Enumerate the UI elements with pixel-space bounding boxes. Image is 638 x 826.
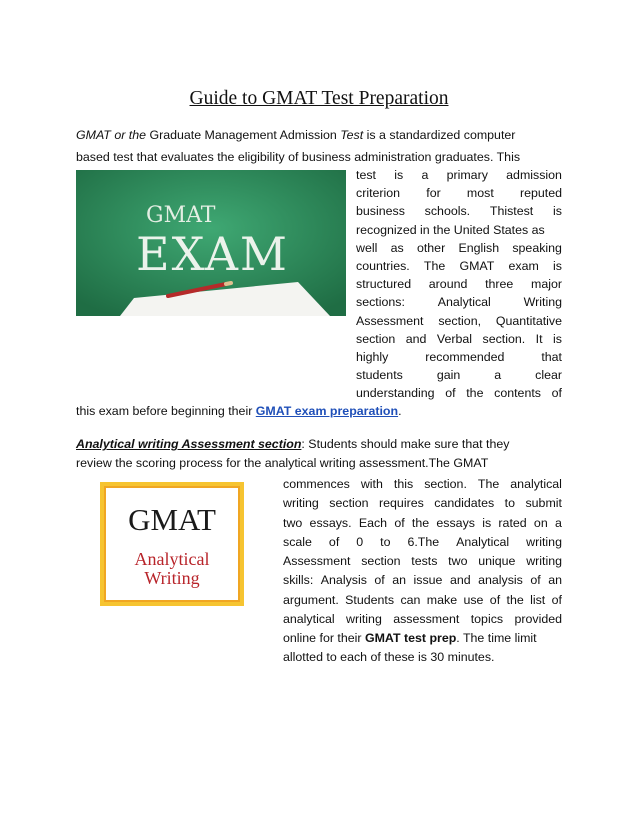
section-wrapped-line: skills: Analysis of an issue and analysis of an [283,573,562,588]
section-wrapped-line: two essays. Each of the essays is rated on a [283,515,562,530]
analytical-image-title: GMAT [128,502,216,537]
intro-line-2: based test that evaluates the eligibility of business administration graduates. This [76,150,521,164]
board-main-word: EXAM [136,227,290,281]
intro-wrapped-line: Assessment section, Quantitative [356,313,562,328]
section-prep-line: online for their GMAT test prep. The time limit [283,631,537,645]
section-line-2: review the scoring process for the analytical writing assessment.The GMAT [76,456,489,470]
intro-last-line: this exam before beginning their GMAT exam preparation. [76,404,402,418]
intro-wrapped-line: understanding of the contents of [356,386,562,401]
gmat-analytical-writing-image [100,482,244,606]
gmat-exam-preparation-link[interactable]: GMAT exam preparation [255,404,399,418]
section-wrapped-line: writing section requires candidates to submit [283,496,562,511]
intro-wrapped-line: section and Verbal section. It is [356,331,562,346]
intro-wrapped-line: highly recommended that [356,350,562,364]
section-wrapped-line: analytical writing assessment topics provided [283,611,562,626]
intro-wrapped-line: recognized in the United States as [356,222,545,237]
intro-wrapped-line: test is a primary admission [356,168,562,182]
section-wrapped-line: scale of 0 to 6.The Analytical writing [283,534,562,549]
section-heading: Analytical writing Assessment section [76,437,302,451]
section-wrapped-line: Assessment section tests two unique writing [283,554,562,568]
gmat-exam-chalkboard-image [76,170,346,316]
gmat-test-prep-bold: GMAT test prep [364,631,457,645]
section-wrapped-line: argument. Students can make use of the list of [283,592,562,607]
intro-line-1: GMAT or the Graduate Management Admission Test is a standardized computer [76,128,516,142]
page-title: Guide to GMAT Test Preparation [189,88,449,109]
intro-wrapped-line: well as other English speaking [356,240,562,255]
analytical-image-subtitle: Analytical Writing [134,549,210,588]
intro-wrapped-line: structured around three major [356,277,562,292]
intro-wrapped-line: business schools. Thistest is [356,204,562,219]
section-wrapped-line: commences with this section. The analytical [283,477,562,491]
intro-wrapped-line: countries. The GMAT exam is [356,259,562,273]
board-top-word: GMAT [146,203,216,228]
section-last-line: allotted to each of these is 30 minutes. [283,650,495,664]
intro-wrapped-line: criterion for most reputed [356,186,562,201]
intro-wrapped-line: sections: Analytical Writing [356,295,562,310]
section-line-1: Analytical writing Assessment section: Students should make sure that they [76,437,510,451]
intro-wrapped-line: students gain a clear [356,368,562,383]
